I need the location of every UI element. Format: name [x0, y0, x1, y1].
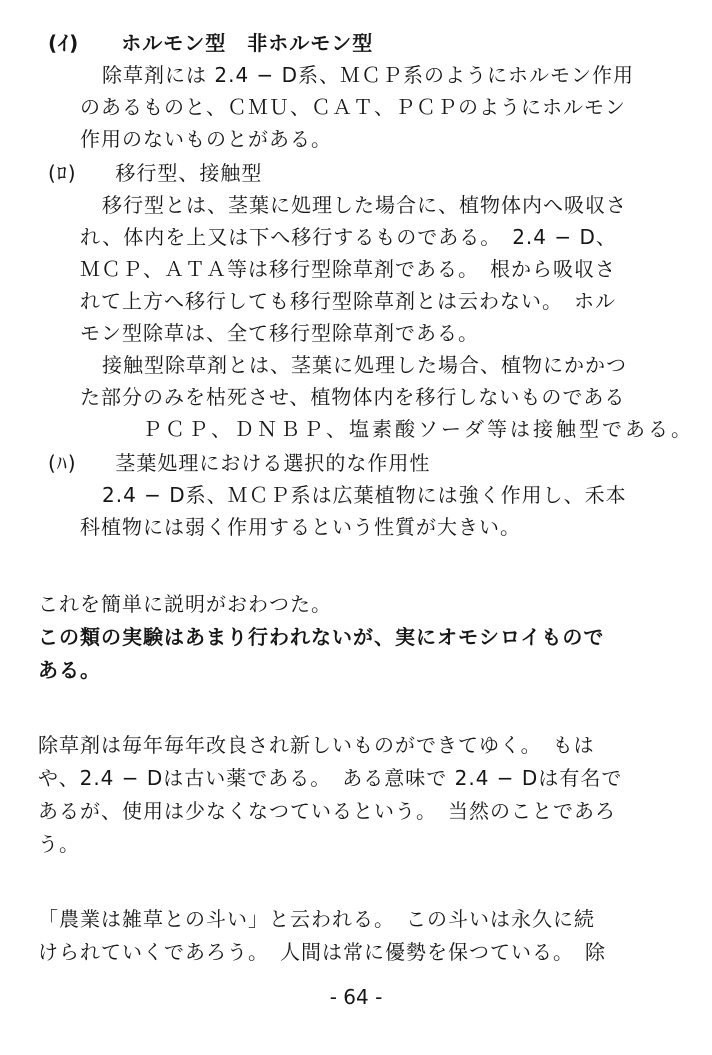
section-2-line-4: れて上方へ移行しても移行型除草剤とは云わない。 ホル	[80, 289, 616, 313]
paragraph-1-line-1: これを簡単に説明がおわつた。	[38, 592, 332, 616]
section-3-marker: (ﾊ)	[48, 451, 77, 475]
section-2-line-5: モン型除草は、全て移行型除草剤である。	[80, 321, 479, 345]
section-1-heading: ホルモン型 非ホルモン型	[121, 31, 374, 55]
section-2-heading: 移行型、接触型	[115, 161, 263, 185]
section-2-marker: (ﾛ)	[48, 161, 77, 185]
section-2-line-8: ＰＣＰ、ＤＮＢＰ、塩素酸ソーダ等は接触型である。	[142, 417, 694, 441]
section-2-line-7: た部分のみを枯死させ、植物体内を移行しないものである	[80, 385, 626, 409]
section-1-line-2: のあるものと、ＣＭＵ、ＣＡＴ、ＰＣＰのようにホルモン	[80, 95, 626, 119]
section-2-line-1: 移行型とは、茎葉に処理した場合に、植物体内へ吸収さ	[102, 193, 627, 217]
section-1-line-1: 除草剤には 2.4 − D系、ＭＣＰ系のようにホルモン作用	[102, 63, 635, 87]
paragraph-3-line-4: う。	[38, 832, 80, 856]
section-1-line-3: 作用のないものとがある。	[80, 127, 332, 151]
paragraph-3-line-2: や、2.4 − Dは古い薬である。 ある意味で 2.4 − Dは有名で	[38, 766, 623, 790]
paragraph-2-line-2: ある。	[38, 658, 101, 682]
paragraph-4-line-1: 「農業は雑草との斗い」と云われる。 この斗いは永久に続	[38, 907, 595, 931]
section-2-line-3: ＭＣＰ、ＡＴＡ等は移行型除草剤である。 根から吸収さ	[80, 257, 616, 281]
section-2-line-6: 接触型除草剤とは、茎葉に処理した場合、植物にかかつ	[102, 353, 627, 377]
section-2-line-2: れ、体内を上又は下へ移行するものである。 2.4 − D、	[80, 225, 617, 249]
paragraph-3-line-1: 除草剤は毎年毎年改良され新しいものができてゆく。 もは	[38, 733, 595, 757]
paragraph-4-line-2: けられていくであろう。 人間は常に優勢を保つている。 除	[38, 940, 606, 964]
section-1-marker: (ｲ)	[48, 31, 80, 55]
section-3-line-1: 2.4 − D系、ＭＣＰ系は広葉植物には強く作用し、禾本	[102, 483, 627, 507]
section-3-line-2: 科植物には弱く作用するという性質が大きい。	[80, 515, 521, 539]
section-3-header	[48, 449, 430, 477]
section-2-header	[48, 159, 262, 187]
paragraph-2-line-1: この類の実験はあまり行われないが、実にオモシロイもので	[38, 625, 605, 649]
section-3-heading: 茎葉処理における選択的な作用性	[115, 451, 431, 475]
paragraph-3-line-3: あるが、使用は少なくなつているという。 当然のことであろ	[38, 799, 616, 823]
section-1-header	[48, 29, 373, 57]
page-number: - 64 -	[329, 985, 383, 1009]
